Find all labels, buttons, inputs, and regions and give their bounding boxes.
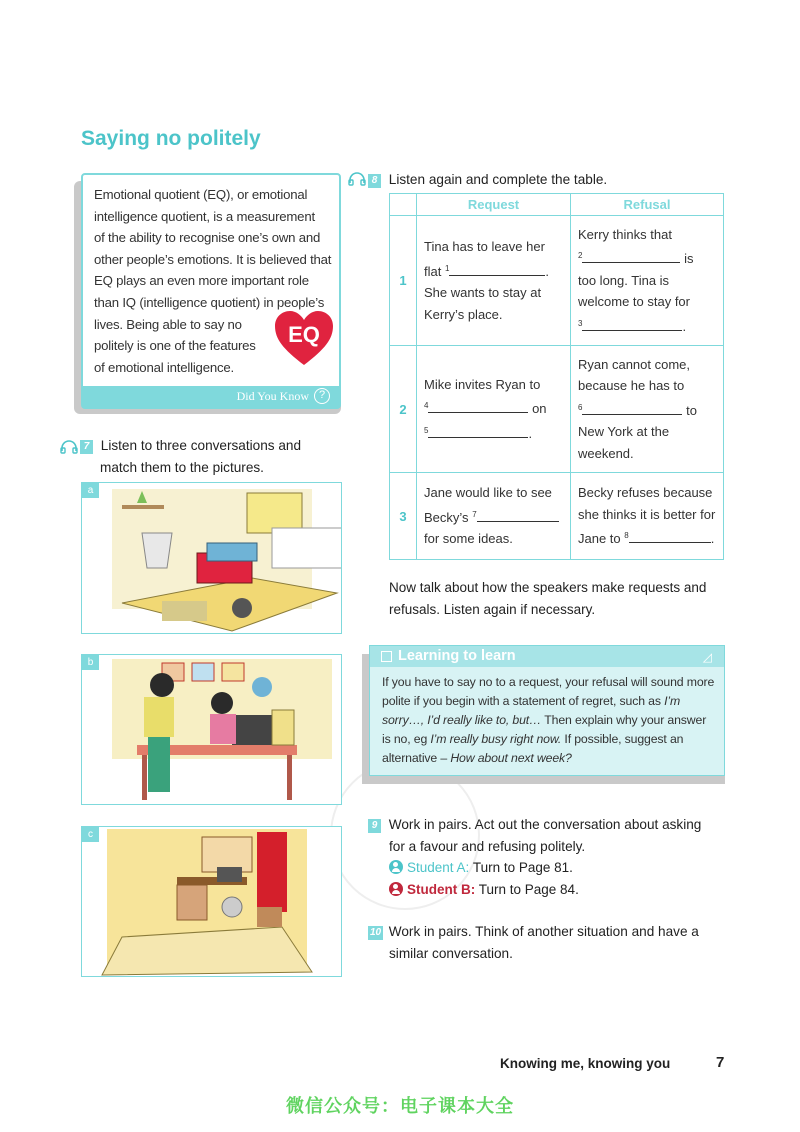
picture-label: b xyxy=(82,655,99,670)
activity-8-instruction: Listen again and complete the table. xyxy=(388,172,608,187)
blank-number: 4 xyxy=(424,401,429,411)
dyk-line: politely is one of the features xyxy=(94,338,256,354)
did-you-know-box xyxy=(81,173,341,409)
ltl-example: How about next week? xyxy=(450,751,572,765)
cell-text: Tina has to leave her xyxy=(424,239,545,254)
dyk-line: of emotional intelligence. xyxy=(94,359,234,375)
dyk-line: of the ability to recognise one’s own and xyxy=(94,230,321,246)
table-header-request: Request xyxy=(417,194,571,216)
row-number: 3 xyxy=(390,473,417,560)
learning-to-learn-text xyxy=(382,673,716,768)
dyk-line: lives. Being able to say no xyxy=(94,316,242,332)
unit-title: Knowing me, knowing you xyxy=(500,1056,671,1071)
eq-heart-badge xyxy=(273,309,335,367)
table-row xyxy=(390,216,724,346)
student-b-line xyxy=(389,880,579,900)
activity-7 xyxy=(80,435,301,478)
picture-c xyxy=(81,826,342,977)
cell-text: weekend. xyxy=(578,445,634,461)
cell-text: because he has to xyxy=(578,378,685,394)
activity-number: 8 xyxy=(368,174,381,188)
cell-text: Becky refuses because xyxy=(578,485,713,501)
blank-6[interactable] xyxy=(582,402,682,415)
blank-4[interactable] xyxy=(428,400,528,413)
request-cell xyxy=(417,346,571,473)
request-cell xyxy=(417,473,571,560)
cell-text: on xyxy=(532,401,547,417)
two-girls-illustration xyxy=(82,655,342,805)
cell-text: She wants to stay at xyxy=(424,285,542,300)
activity-10 xyxy=(368,921,699,964)
picture-label: c xyxy=(82,827,99,842)
activity-8 xyxy=(368,169,607,191)
request-refusal-table xyxy=(389,193,724,560)
learning-to-learn-title: Learning to learn xyxy=(398,648,516,664)
cell-text: to xyxy=(686,402,697,418)
cell-text: too long. Tina is xyxy=(578,272,670,288)
activity-7-line2: match them to the pictures. xyxy=(100,459,264,475)
blank-1[interactable] xyxy=(449,263,545,276)
activity-10-line1: Work in pairs. Think of another situation and have a xyxy=(388,924,699,939)
blank-number: 6 xyxy=(578,402,583,412)
blank-2[interactable] xyxy=(582,250,680,263)
checkbox-icon xyxy=(381,651,392,662)
refusal-cell xyxy=(571,216,724,346)
did-you-know-footer xyxy=(83,386,339,407)
follow-up-instruction: Now talk about how the speakers make requests and refusals. Listen again if necessary. xyxy=(389,580,707,617)
cell-text: New York at the xyxy=(578,424,670,440)
blank-5[interactable] xyxy=(428,425,528,438)
ltl-text-part: Then explain why your answer is no, eg xyxy=(382,713,707,746)
cell-text: Kerry’s place. xyxy=(424,306,503,322)
row-number: 1 xyxy=(390,216,417,346)
table-row xyxy=(390,473,724,560)
student-b-text: Turn to Page 84. xyxy=(475,882,579,897)
cell-text: is xyxy=(684,251,694,267)
blank-number: 2 xyxy=(578,251,583,261)
dyk-line: intelligence quotient, is a measurement xyxy=(94,208,315,224)
ltl-example: I’m really busy right now. xyxy=(430,732,562,746)
ltl-text-part: If you have to say no to a request, your refusal will sound more polite if you begin with a statement of regret, such as xyxy=(382,675,715,708)
blank-number: 3 xyxy=(578,318,583,328)
section-title: Saying no politely xyxy=(81,127,261,150)
cell-text: Mike invites Ryan to xyxy=(424,376,541,392)
activity-number: 9 xyxy=(368,819,381,833)
learning-to-learn-header xyxy=(370,646,724,667)
did-you-know-label: Did You Know xyxy=(236,389,309,403)
table-row xyxy=(390,346,724,473)
cell-text: flat xyxy=(424,263,442,279)
refusal-cell xyxy=(571,346,724,473)
activity-7-line1: Listen to three conversations and xyxy=(100,438,302,453)
student-b-icon xyxy=(389,882,403,896)
blank-7[interactable] xyxy=(477,509,559,522)
blank-8[interactable] xyxy=(629,530,711,543)
cell-text: she thinks it is better for xyxy=(578,506,716,522)
learning-to-learn-box xyxy=(369,645,725,776)
cell-text: for some ideas. xyxy=(424,531,513,547)
cell-text: Jane to xyxy=(578,531,621,547)
table-header-row xyxy=(390,194,724,216)
headphones-icon xyxy=(60,440,78,454)
activity-10-line2: similar conversation. xyxy=(389,945,513,961)
cell-text: Becky’s xyxy=(424,509,469,525)
watermark-text: 微信公众号：电子课本大全 xyxy=(286,1096,514,1116)
cell-text: . xyxy=(545,263,550,279)
question-icon: ? xyxy=(314,388,330,404)
ltl-example: I’m sorry…, I’d really like to, but… xyxy=(382,694,681,727)
table-header-refusal: Refusal xyxy=(571,194,724,216)
cell-text: . xyxy=(710,531,715,547)
room-with-desk-illustration xyxy=(82,827,342,977)
activity-9-line1: Work in pairs. Act out the conversation about asking xyxy=(388,817,702,832)
ltl-text-part: If possible, suggest an alternative – xyxy=(382,732,684,765)
blank-number: 7 xyxy=(472,509,477,519)
blank-number: 8 xyxy=(624,531,629,541)
activity-9 xyxy=(368,814,701,857)
cell-text: . xyxy=(528,425,533,441)
dyk-line: than IQ (intelligence quotient) in people’s xyxy=(94,294,325,310)
dyk-line: EQ plays an even more important role xyxy=(94,273,309,289)
cell-text: . xyxy=(682,318,687,334)
headphones-icon xyxy=(348,172,366,186)
cell-text: Jane would like to see xyxy=(424,485,552,501)
table-header-empty xyxy=(390,194,417,216)
picture-label: a xyxy=(82,483,99,498)
page-number: 7 xyxy=(716,1054,725,1071)
eq-badge-label: EQ xyxy=(288,322,320,347)
refusal-cell xyxy=(571,473,724,560)
cell-text: Kerry thinks that xyxy=(578,226,672,242)
bedroom-illustration xyxy=(82,483,342,634)
blank-number: 5 xyxy=(424,425,429,435)
student-a-text: Turn to Page 81. xyxy=(469,860,573,875)
cell-text: Ryan cannot come, xyxy=(578,356,691,372)
picture-a xyxy=(81,482,342,634)
student-b-label: Student B: xyxy=(407,882,476,897)
student-a-icon xyxy=(389,860,403,874)
cell-text: welcome to stay for xyxy=(578,294,690,310)
student-a-label: Student A: xyxy=(407,860,470,875)
activity-9-line2: for a favour and refusing politely. xyxy=(389,838,586,854)
activity-number: 7 xyxy=(80,440,93,454)
triangle-ruler-icon: ◿ xyxy=(702,650,712,664)
activity-number: 10 xyxy=(369,927,382,938)
student-a-line xyxy=(389,858,573,878)
blank-number: 1 xyxy=(444,263,450,273)
dyk-line: other people’s emotions. It is believed that xyxy=(94,251,332,267)
request-cell xyxy=(417,216,571,346)
picture-b xyxy=(81,654,342,805)
row-number: 2 xyxy=(390,346,417,473)
blank-3[interactable] xyxy=(582,318,682,331)
dyk-line: Emotional quotient (EQ), or emotional xyxy=(94,187,308,202)
